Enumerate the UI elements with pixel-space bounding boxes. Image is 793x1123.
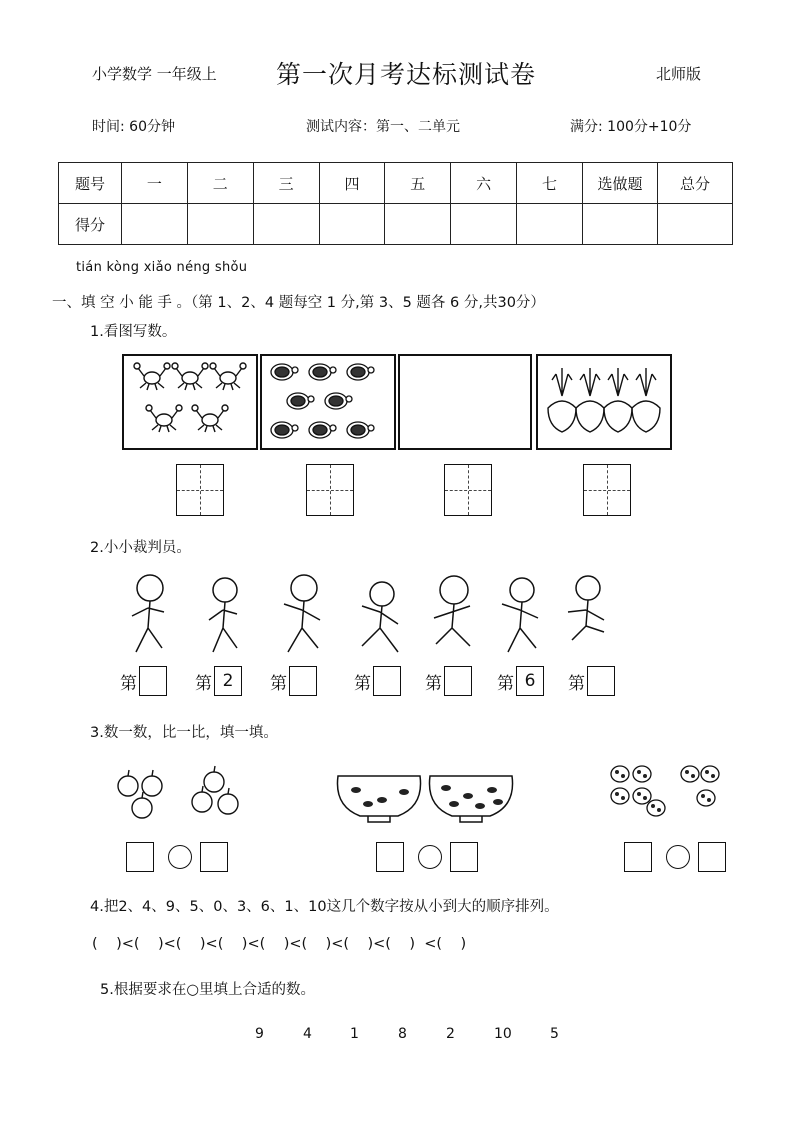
- fishbowl-icon: [334, 770, 524, 828]
- rank-answer[interactable]: 6: [516, 666, 544, 696]
- compare-right-box[interactable]: [200, 842, 228, 872]
- turtle-picture: [260, 354, 396, 450]
- rank-box-3: [270, 666, 317, 696]
- rank-answer[interactable]: [444, 666, 472, 696]
- empty-picture: [398, 354, 532, 450]
- number-item: 8: [398, 1026, 407, 1042]
- rank-prefix: 第: [195, 673, 212, 694]
- runner-icon: [568, 576, 604, 640]
- page-title: 第一次月考达标测试卷: [276, 60, 537, 89]
- runner-icon: [362, 582, 398, 652]
- compare-left-box[interactable]: [624, 842, 652, 872]
- rank-box-6: [497, 666, 544, 696]
- compare-left-box[interactable]: [376, 842, 404, 872]
- score-table: [58, 162, 733, 245]
- rank-prefix: 第: [120, 673, 137, 694]
- compare-right-box[interactable]: [450, 842, 478, 872]
- crab-picture: [122, 354, 258, 450]
- exam-time: 时间: 60分钟: [92, 119, 175, 135]
- number-item: 4: [303, 1026, 312, 1042]
- rank-box-5: [425, 666, 472, 696]
- score-input-cell[interactable]: [658, 204, 733, 245]
- number-item: 5: [550, 1026, 559, 1042]
- rank-prefix: 第: [497, 673, 514, 694]
- score-input-cell[interactable]: [187, 204, 253, 245]
- table-cell: 四: [319, 163, 385, 204]
- score-table-score-row: [59, 204, 733, 245]
- table-cell: 得分: [59, 204, 122, 245]
- compare-symbol-circle[interactable]: [418, 845, 442, 869]
- score-input-cell[interactable]: [319, 204, 385, 245]
- rank-prefix: 第: [270, 673, 287, 694]
- full-score: 满分: 100分+10分: [570, 119, 692, 135]
- runner-icon: [284, 575, 320, 652]
- rank-prefix: 第: [568, 673, 585, 694]
- turtle-icon: [262, 356, 394, 448]
- apple-icon: [116, 766, 246, 824]
- runner-icon: [434, 576, 470, 646]
- number-item: 2: [446, 1026, 455, 1042]
- table-cell: 一: [122, 163, 188, 204]
- rank-box-7: [568, 666, 615, 696]
- score-input-cell[interactable]: [583, 204, 658, 245]
- rank-box-4: [354, 666, 401, 696]
- edition: 北师版: [656, 65, 702, 83]
- question-2-label: 2.小小裁判员。: [90, 540, 191, 556]
- table-cell: 七: [517, 163, 583, 204]
- compare-left-box[interactable]: [126, 842, 154, 872]
- table-cell: 二: [187, 163, 253, 204]
- radish-icon: [538, 356, 670, 448]
- score-input-cell[interactable]: [253, 204, 319, 245]
- table-cell: 题号: [59, 163, 122, 204]
- runner-icon: [502, 578, 538, 652]
- section-heading: 一、填 空 小 能 手 。（第 1、2、4 题每空 1 分,第 3、5 题各 6 分,共30分）: [52, 295, 545, 311]
- ladybug-icon: [606, 762, 726, 820]
- table-cell: 选做题: [583, 163, 658, 204]
- rank-answer[interactable]: [289, 666, 317, 696]
- answer-grid-1[interactable]: [176, 464, 224, 516]
- number-item: 1: [350, 1026, 359, 1042]
- score-input-cell[interactable]: [122, 204, 188, 245]
- compare-right-box[interactable]: [698, 842, 726, 872]
- ordering-blanks[interactable]: ( )<( )<( )<( )<( )<( )<( )<( ) <( ): [92, 936, 467, 952]
- question-4-label: 4.把2、4、9、5、0、3、6、1、10这几个数字按从小到大的顺序排列。: [90, 899, 559, 915]
- table-cell: 五: [385, 163, 451, 204]
- score-input-cell[interactable]: [451, 204, 517, 245]
- compare-symbol-circle[interactable]: [168, 845, 192, 869]
- rank-box-2: [195, 666, 242, 696]
- answer-grid-2[interactable]: [306, 464, 354, 516]
- rank-box-1: [120, 666, 167, 696]
- answer-grid-4[interactable]: [583, 464, 631, 516]
- question-1-label: 1.看图写数。: [90, 324, 177, 340]
- rank-answer[interactable]: [139, 666, 167, 696]
- number-item: 9: [255, 1026, 264, 1042]
- answer-grid-3[interactable]: [444, 464, 492, 516]
- table-cell: 三: [253, 163, 319, 204]
- rank-answer[interactable]: [373, 666, 401, 696]
- compare-symbol-circle[interactable]: [666, 845, 690, 869]
- subject-grade: 小学数学 一年级上: [92, 65, 217, 83]
- rank-answer[interactable]: [587, 666, 615, 696]
- question-3-label: 3.数一数，比一比，填一填。: [90, 725, 278, 741]
- runner-icon: [209, 578, 237, 652]
- rank-answer[interactable]: 2: [214, 666, 242, 696]
- number-item: 10: [494, 1026, 512, 1042]
- crab-icon: [124, 356, 256, 448]
- rank-prefix: 第: [425, 673, 442, 694]
- score-input-cell[interactable]: [385, 204, 451, 245]
- score-table-header-row: [59, 163, 733, 204]
- running-children-illustration: [110, 570, 630, 662]
- section-pinyin: tián kòng xiǎo néng shǒu: [76, 260, 248, 275]
- table-cell: 总分: [658, 163, 733, 204]
- runner-icon: [132, 575, 164, 652]
- radish-picture: [536, 354, 672, 450]
- exam-content: 测试内容：第一、二单元: [306, 119, 460, 135]
- question-5-label: 5.根据要求在○里填上合适的数。: [100, 982, 315, 998]
- rank-prefix: 第: [354, 673, 371, 694]
- score-input-cell[interactable]: [517, 204, 583, 245]
- table-cell: 六: [451, 163, 517, 204]
